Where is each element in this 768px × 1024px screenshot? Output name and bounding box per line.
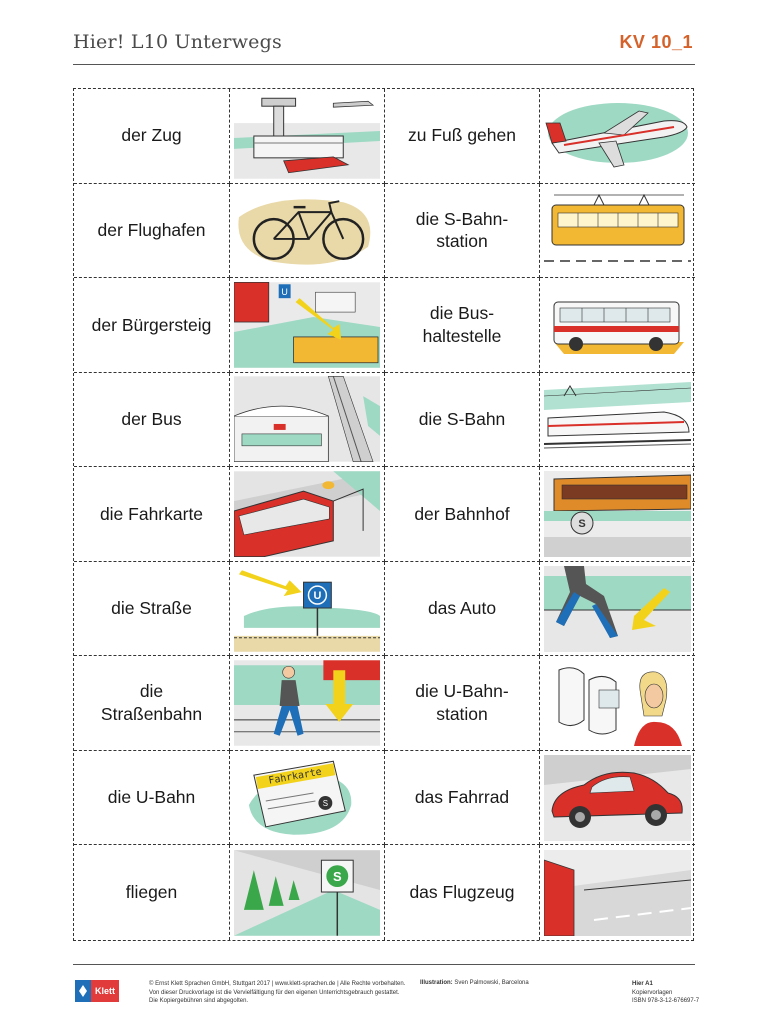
copyright-notice: © Ernst Klett Sprachen GmbH, Stuttgart 2017 | www.klett-sprachen.de | Alle Rechte vorbehalten. Von dieser Druckvorlage ist die Vervielfältigung für den eigenen Unterrichtsgebrauch gestattet. Die Kopiergebühren sind abgegolten. xyxy=(149,981,406,1005)
word-card[interactable] xyxy=(74,184,230,279)
klett-logo-text: Klett xyxy=(91,980,119,1002)
page-title: Hier! L10 Unterwegs xyxy=(73,31,282,53)
footer-divider xyxy=(73,964,695,965)
svg-text:U: U xyxy=(313,589,322,602)
picture-card[interactable] xyxy=(540,89,695,184)
word-label: die Fahrkarte xyxy=(99,503,204,524)
bus-illustration xyxy=(544,282,691,368)
red-car-illustration xyxy=(544,755,691,841)
svg-text:Fahrkarte: Fahrkarte xyxy=(267,766,323,787)
word-card[interactable] xyxy=(74,467,230,562)
word-label: die Straße xyxy=(111,598,192,619)
ubahn-sign-illustration xyxy=(234,566,380,652)
word-label: die U-Bahn xyxy=(107,787,196,808)
word-label: der Flughafen xyxy=(97,219,206,240)
picture-card[interactable] xyxy=(230,373,385,468)
word-label: der Zug xyxy=(121,125,182,146)
picture-card[interactable] xyxy=(230,89,385,184)
ticket-illustration xyxy=(234,755,380,841)
word-label: die U-Bahn- station xyxy=(415,681,509,725)
word-label: das Flugzeug xyxy=(409,882,515,903)
word-card[interactable] xyxy=(385,845,540,940)
klett-logo[interactable] xyxy=(75,980,123,1002)
picture-card[interactable] xyxy=(230,656,385,751)
sbahn-train-illustration xyxy=(544,471,691,557)
picture-card[interactable] xyxy=(540,751,695,846)
picture-card[interactable] xyxy=(230,562,385,657)
walking-legs-illustration xyxy=(544,566,691,652)
picture-card[interactable] xyxy=(540,845,695,940)
subway-passenger-illustration xyxy=(544,660,691,746)
word-label: zu Fuß gehen xyxy=(408,125,516,146)
street-bus-illustration xyxy=(234,471,380,557)
word-card[interactable] xyxy=(385,562,540,657)
picture-card[interactable] xyxy=(230,751,385,846)
word-label: der Bürgersteig xyxy=(91,314,212,335)
word-card[interactable] xyxy=(385,751,540,846)
tram-illustration xyxy=(544,187,691,273)
word-card[interactable] xyxy=(385,89,540,184)
word-label: die Bus- haltestelle xyxy=(422,303,502,346)
word-card[interactable] xyxy=(74,656,230,751)
picture-card[interactable] xyxy=(230,467,385,562)
word-card[interactable] xyxy=(385,373,540,468)
word-label: die S-Bahn xyxy=(418,409,506,430)
word-label: der Bahnhof xyxy=(414,503,510,524)
svg-text:S: S xyxy=(322,798,329,808)
picture-card[interactable] xyxy=(540,562,695,657)
picture-card[interactable] xyxy=(540,467,695,562)
road-illustration xyxy=(544,850,691,936)
book-info: Hier A1 Kopiervorlagen ISBN 978-3-12-676697-7 xyxy=(632,981,700,1005)
header-divider xyxy=(73,64,695,65)
word-card[interactable] xyxy=(74,562,230,657)
picture-card[interactable] xyxy=(230,845,385,940)
word-card[interactable] xyxy=(385,278,540,373)
picture-card[interactable] xyxy=(540,184,695,279)
airport-tower-illustration xyxy=(234,93,380,179)
word-label: die S-Bahn- station xyxy=(415,208,509,252)
pedestrian-sidewalk-illustration xyxy=(234,660,380,746)
airplane-illustration xyxy=(544,93,691,179)
worksheet-code: KV 10_1 xyxy=(619,32,693,52)
word-card[interactable] xyxy=(74,845,230,940)
picture-card[interactable] xyxy=(540,656,695,751)
picture-card[interactable] xyxy=(540,373,695,468)
word-label: das Fahrrad xyxy=(414,787,510,808)
word-card[interactable] xyxy=(385,467,540,562)
picture-card[interactable] xyxy=(230,278,385,373)
illustration-credit: Illustration: Sven Palmowski, Barcelona xyxy=(420,980,529,986)
ubahn-station-illustration xyxy=(234,282,380,368)
matching-card-grid xyxy=(73,88,694,941)
sbahn-sign-illustration xyxy=(234,850,380,936)
bicycle-illustration xyxy=(234,187,380,273)
word-card[interactable] xyxy=(74,751,230,846)
word-card[interactable] xyxy=(385,184,540,279)
picture-card[interactable] xyxy=(540,278,695,373)
word-card[interactable] xyxy=(74,278,230,373)
word-card[interactable] xyxy=(74,373,230,468)
word-label: das Auto xyxy=(427,598,497,619)
word-label: fliegen xyxy=(125,882,178,903)
svg-text:S: S xyxy=(578,518,586,530)
high-speed-train-illustration xyxy=(544,376,691,462)
word-label: die Straßenbahn xyxy=(100,681,203,725)
train-station-illustration xyxy=(234,376,380,462)
word-card[interactable] xyxy=(74,89,230,184)
svg-text:U: U xyxy=(281,287,288,298)
picture-card[interactable] xyxy=(230,184,385,279)
svg-text:S: S xyxy=(332,868,342,884)
word-label: der Bus xyxy=(121,409,182,430)
word-card[interactable] xyxy=(385,656,540,751)
klett-logo-icon xyxy=(75,980,91,1002)
